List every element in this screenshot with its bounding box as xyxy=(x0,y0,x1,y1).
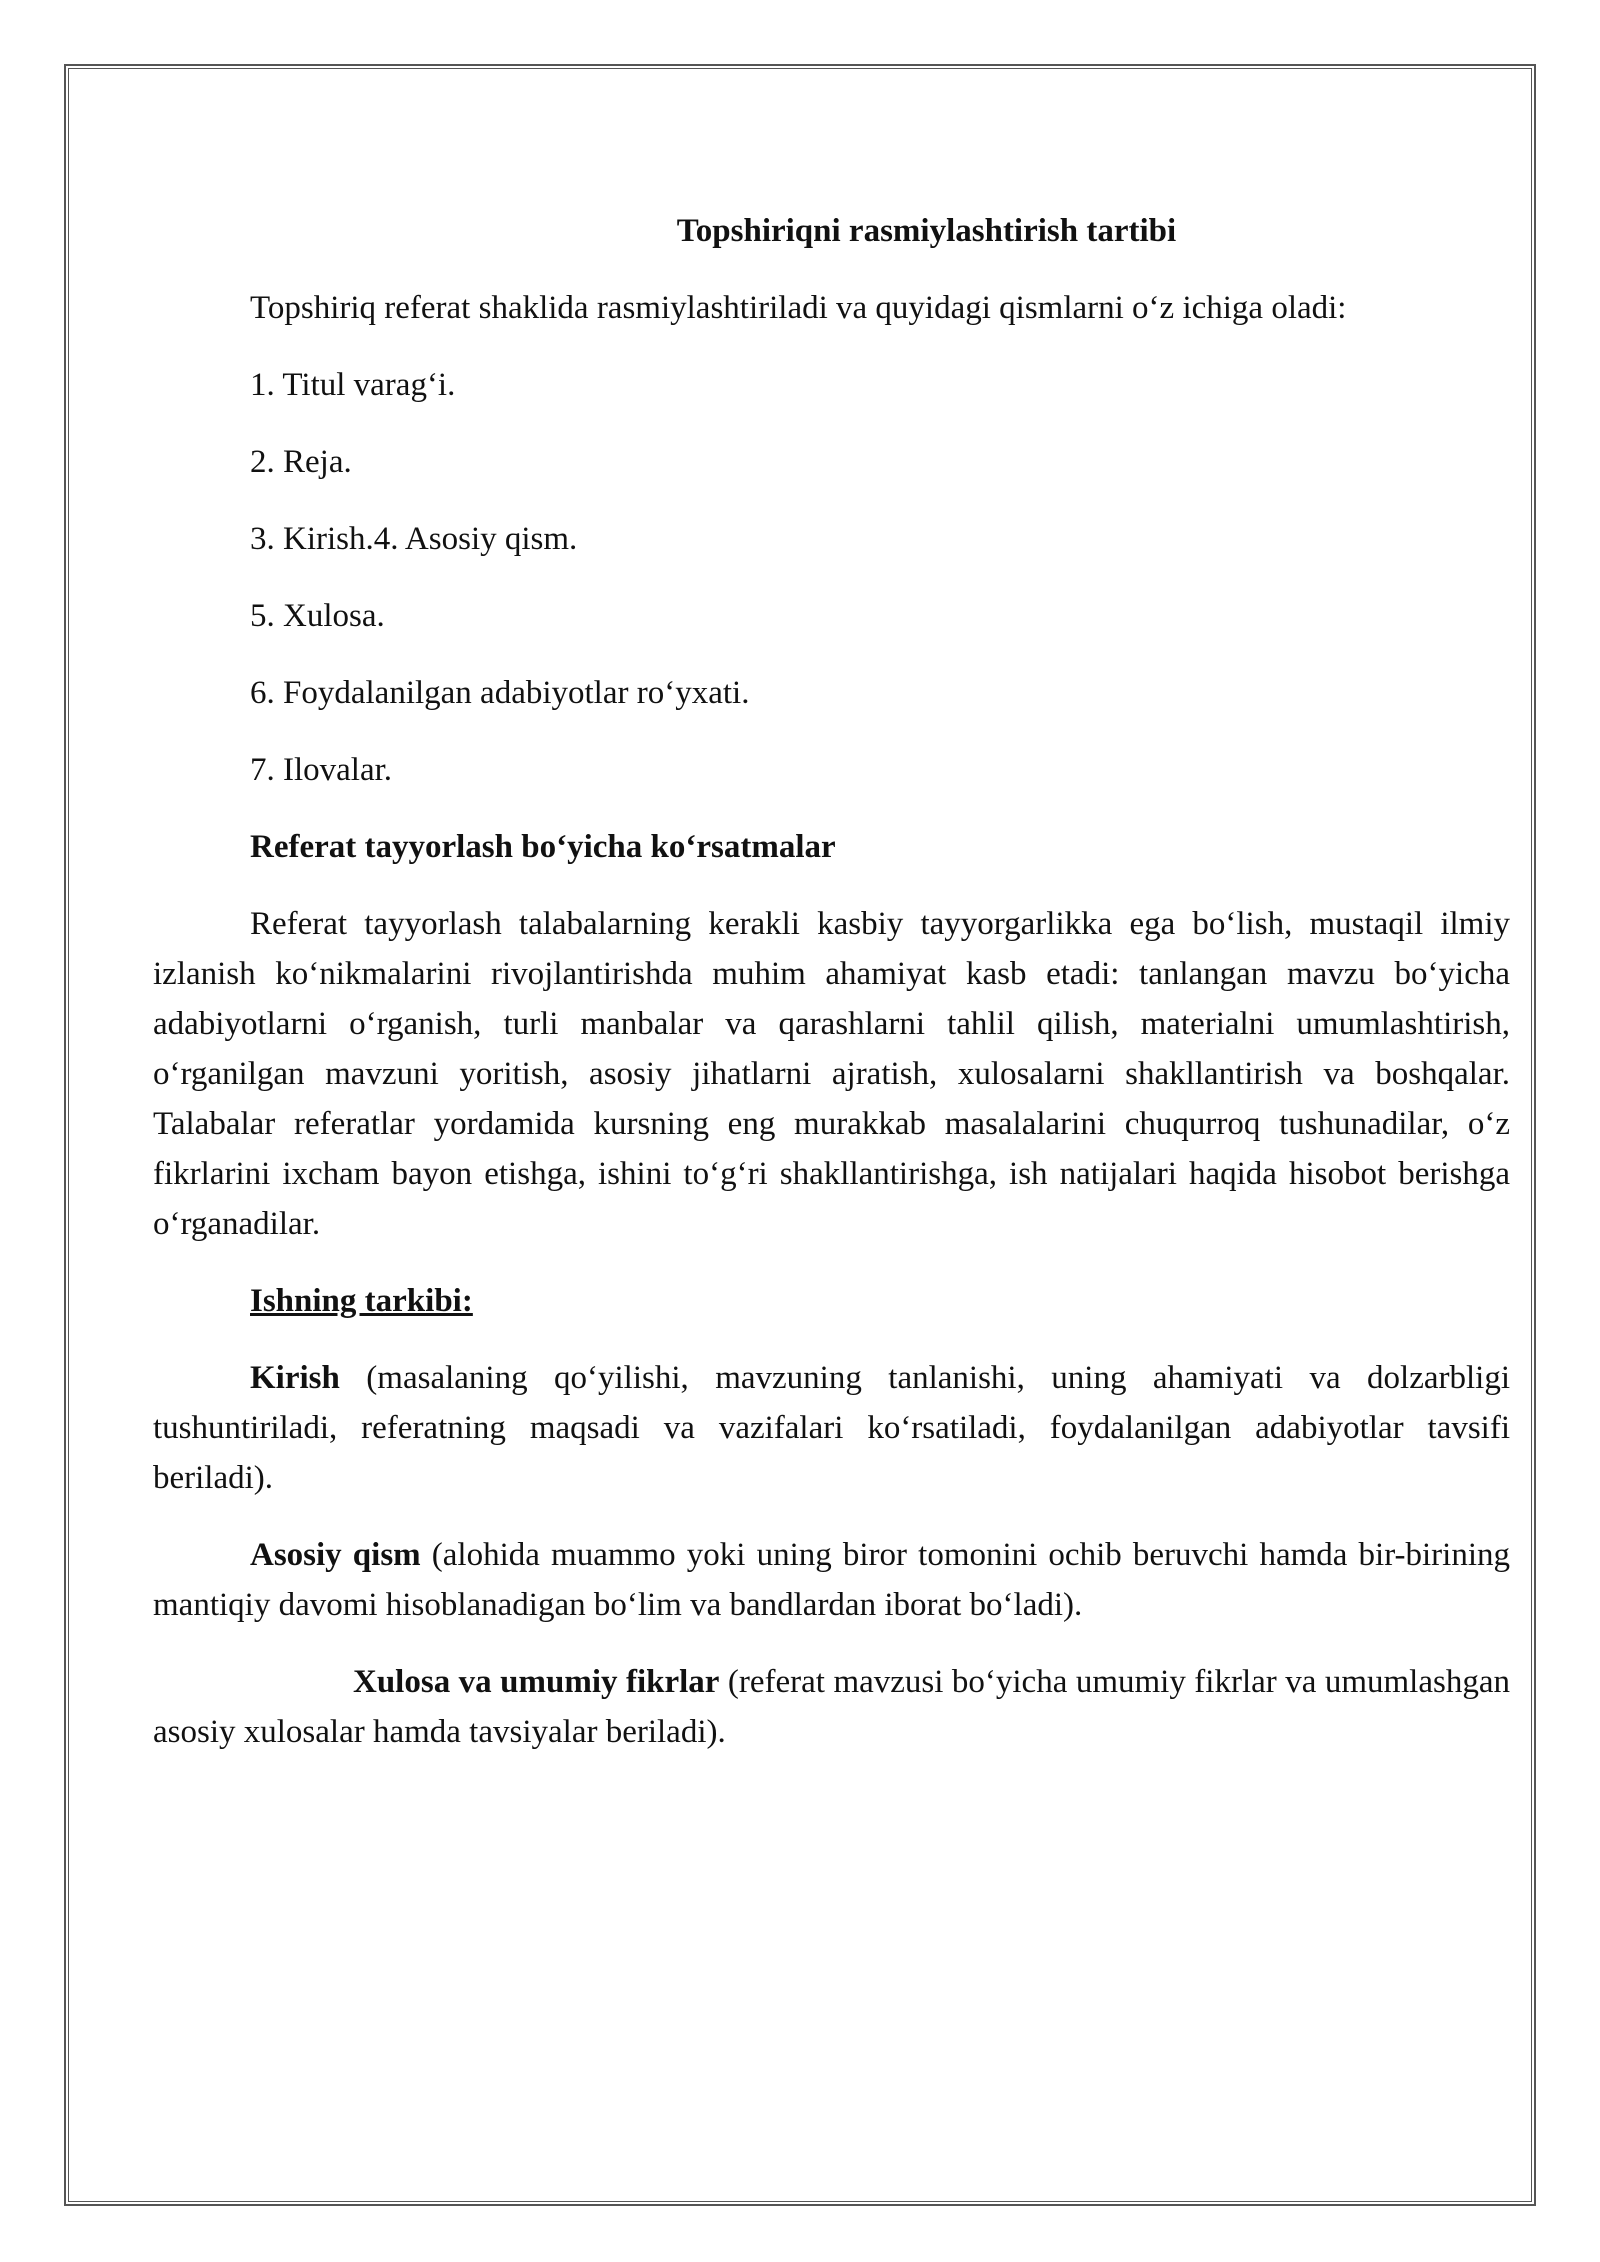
structure-item-text: (referat mavzusi bo‘yicha umumiy fikrlar va umumlashgan asosiy xulosalar hamda tavsiyalar beriladi). xyxy=(153,1664,1510,1750)
structure-item-intro xyxy=(153,1353,1510,1503)
list-item: 3. Kirish.4. Asosiy qism. xyxy=(250,521,578,557)
structure-item-term: Kirish xyxy=(250,1360,340,1396)
structure-heading: Ishning tarkibi: xyxy=(250,1283,473,1319)
list-item: 2. Reja. xyxy=(250,444,352,480)
page-title: Topshiriqni rasmiylashtirish tartibi xyxy=(676,213,1177,249)
intro-text: Topshiriq referat shaklida rasmiylashtiriladi va quyidagi qismlarni o‘z ichiga oladi: xyxy=(250,290,1347,326)
structure-item-term: Asosiy qism xyxy=(250,1537,421,1573)
document-body xyxy=(153,206,1510,1784)
section-paragraph: Referat tayyorlash talabalarning kerakli kasbiy tayyorgarlikka ega bo‘lish, mustaqil ilmiy izlanish ko‘nikmalarini rivojlantirishda muhim ahamiyat kasb etadi: tanlangan mavzu bo‘yicha adabiyotlarni o‘rganish, turli manbalar va qarashlarni tahlil qilish, materialni umumlashtirish, o‘rganilgan mavzuni yoritish, asosiy jihatlarni ajratish, xulosalarni shakllantirish va boshqalar. Talabalar referatlar yordamida kursning eng murakkab masalalarini chuqurroq tushunadilar, o‘z fikrlarini ixcham bayon etishga, ishini to‘g‘ri shakllantirishga, ish natijalari haqida hisobot berishga o‘rganadilar. xyxy=(153,906,1510,1242)
structure-item-text: (alohida muammo yoki uning biror tomonini ochib beruvchi hamda bir-birining mantiqiy davomi hisoblanadigan bo‘lim va bandlardan iborat bo‘ladi). xyxy=(153,1537,1511,1623)
structure-item-term: Xulosa va umumiy fikrlar xyxy=(353,1664,720,1700)
list-item: 1. Titul varag‘i. xyxy=(250,367,456,403)
section-heading: Referat tayyorlash bo‘yicha ko‘rsatmalar xyxy=(250,829,836,865)
list-item: 7. Ilovalar. xyxy=(250,752,393,788)
structure-item-main xyxy=(153,1530,1510,1630)
list-item: 6. Foydalanilgan adabiyotlar ro‘yxati. xyxy=(250,675,750,711)
list-item: 5. Xulosa. xyxy=(250,598,385,634)
structure-item-conclusion xyxy=(153,1657,1510,1757)
structure-heading-wrap xyxy=(153,1276,1510,1326)
structure-item-text: (masalaning qo‘yilishi, mavzuning tanlanishi, uning ahamiyati va dolzarbligi tushuntiriladi, referatning maqsadi va vazifalari ko‘rsatiladi, foydalanilgan adabiyotlar tavsifi beriladi). xyxy=(153,1360,1510,1496)
